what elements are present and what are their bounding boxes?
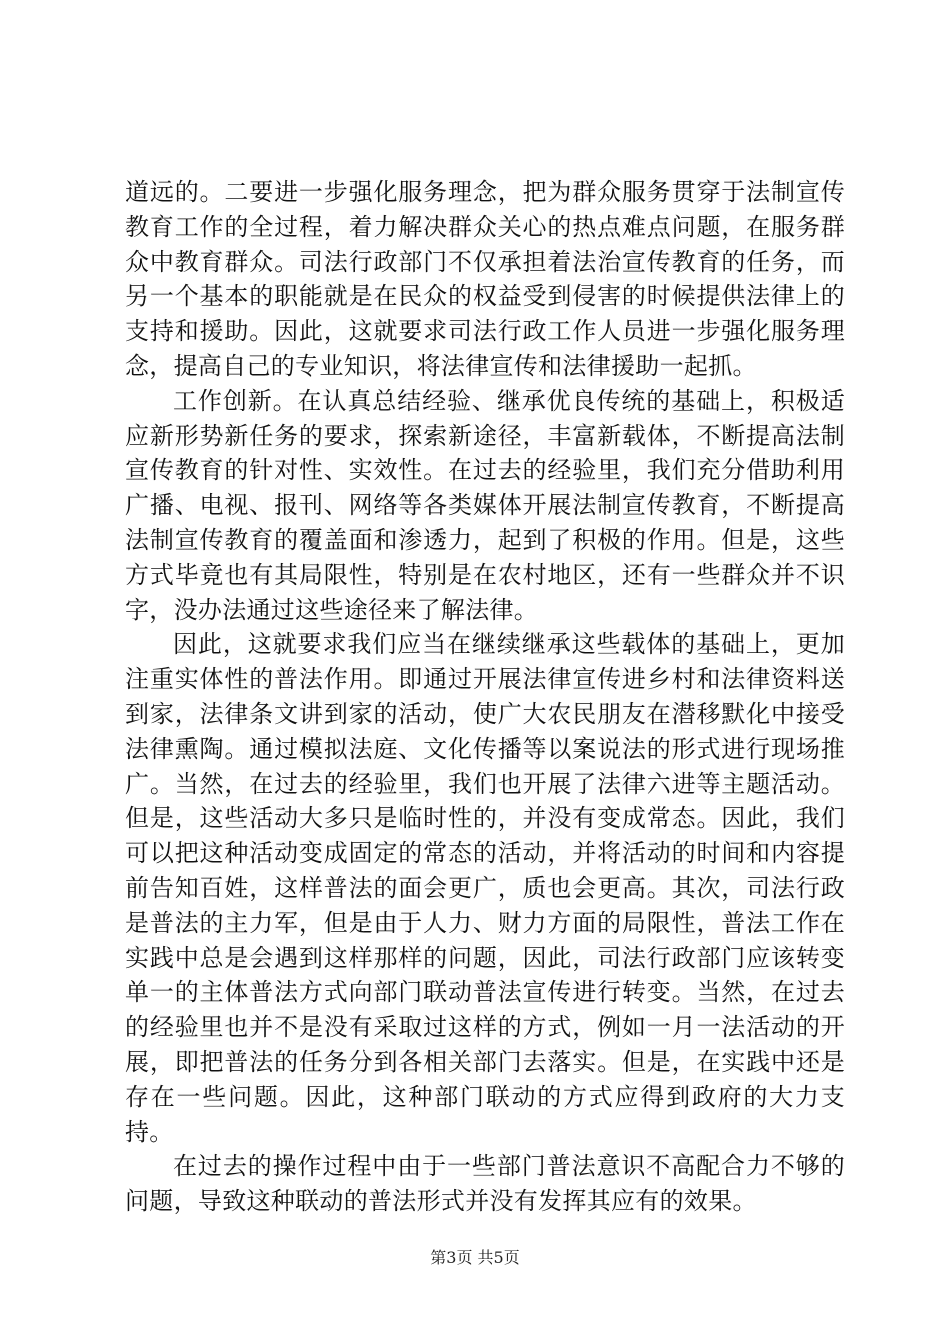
- document-body: [125, 175, 845, 1219]
- paragraph-1: 道远的。二要进一步强化服务理念，把为群众服务贯穿于法制宣传教育工作的全过程，着力解决群众关心的热点难点问题，在服务群众中教育群众。司法行政部门不仅承担着法治宣传教育的任务，而另一个基本的职能就是在民众的权益受到侵害的时候提供法律上的支持和援助。因此，这就要求司法行政工作人员进一步强化服务理念，提高自己的专业知识，将法律宣传和法律援助一起抓。: [125, 178, 845, 380]
- page-number-footer: 第3页 共5页: [430, 1248, 520, 1267]
- paragraph-4: 在过去的操作过程中由于一些部门普法意识不高配合力不够的问题，导致这种联动的普法形式并没有发挥其应有的效果。: [125, 1152, 845, 1216]
- paragraph-2: 工作创新。在认真总结经验、继承优良传统的基础上，积极适应新形势新任务的要求，探索新途径，丰富新载体，不断提高法制宣传教育的针对性、实效性。在过去的经验里，我们充分借助利用广播、电视、报刊、网络等各类媒体开展法制宣传教育，不断提高法制宣传教育的覆盖面和渗透力，起到了积极的作用。但是，这些方式毕竟也有其局限性，特别是在农村地区，还有一些群众并不识字，没办法通过这些途径来了解法律。: [125, 386, 845, 624]
- paragraph-3: 因此，这就要求我们应当在继续继承这些载体的基础上，更加注重实体性的普法作用。即通过开展法律宣传进乡村和法律资料送到家，法律条文讲到家的活动，使广大农民朋友在潜移默化中接受法律熏陶。通过模拟法庭、文化传播等以案说法的形式进行现场推广。当然，在过去的经验里，我们也开展了法律六进等主题活动。但是，这些活动大多只是临时性的，并没有变成常态。因此，我们可以把这种活动变成固定的常态的活动，并将活动的时间和内容提前告知百姓，这样普法的面会更广，质也会更高。其次，司法行政是普法的主力军，但是由于人力、财力方面的局限性，普法工作在实践中总是会遇到这样那样的问题，因此，司法行政部门应该转变单一的主体普法方式向部门联动普法宣传进行转变。当然，在过去的经验里也并不是没有采取过这样的方式，例如一月一法活动的开展，即把普法的任务分到各相关部门去落实。但是，在实践中还是存在一些问题。因此，这种部门联动的方式应得到政府的大力支持。: [125, 630, 845, 1146]
